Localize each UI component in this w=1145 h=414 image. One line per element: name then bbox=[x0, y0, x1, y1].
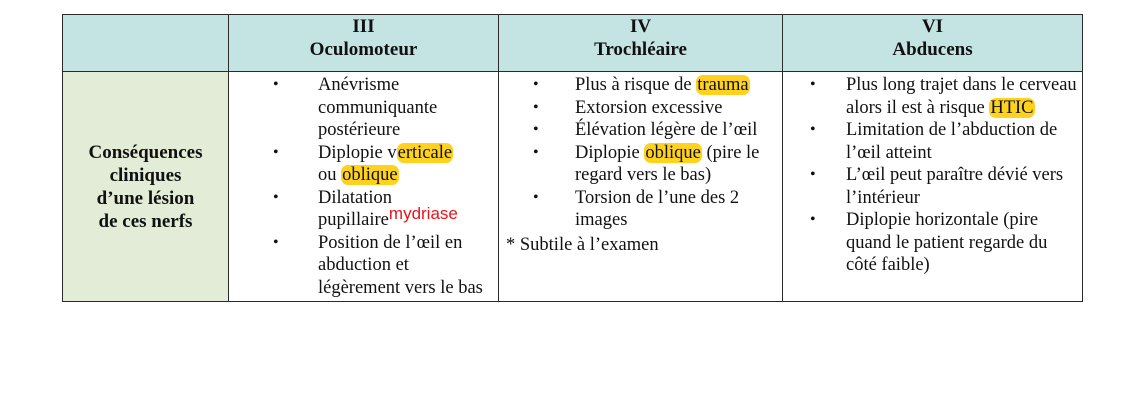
item-text: Position de l’œil en abduction et légèrement vers le bas bbox=[318, 232, 483, 298]
item-text: Anévrisme communiquante postérieure bbox=[318, 75, 438, 140]
oculomoteur-cell bbox=[229, 72, 499, 302]
highlight: oblique bbox=[645, 142, 701, 163]
handwritten-note: mydriase bbox=[388, 204, 458, 223]
item-text: Limitation de l’abduction de l’œil atteint bbox=[846, 120, 1058, 163]
footnote: * Subtile à l’examen bbox=[506, 234, 659, 255]
list-item bbox=[499, 142, 778, 187]
row-label-line: Conséquences bbox=[88, 141, 203, 163]
item-text: Diplopie bbox=[575, 142, 645, 163]
header-vi-name: Abducens bbox=[892, 39, 973, 60]
list-item bbox=[783, 209, 1078, 277]
highlight: trauma bbox=[697, 75, 749, 95]
list-item bbox=[783, 74, 1078, 119]
trochleaire-cell bbox=[499, 72, 783, 302]
item-text: Extorsion excessive bbox=[575, 97, 723, 118]
list-item bbox=[229, 187, 494, 232]
item-text: ou bbox=[318, 165, 342, 185]
list-item bbox=[229, 142, 494, 187]
row-label-line: d’une lésion bbox=[96, 187, 195, 209]
row-label-line: cliniques bbox=[109, 164, 182, 186]
item-text: Diplopie v bbox=[318, 142, 397, 163]
header-corner-cell bbox=[63, 15, 229, 72]
list-item bbox=[499, 97, 778, 120]
consequences-row bbox=[63, 72, 1083, 302]
list-item bbox=[229, 232, 494, 300]
row-label-line: de ces nerfs bbox=[98, 210, 193, 232]
item-text: Élévation légère de l’œil bbox=[575, 120, 758, 140]
list-item bbox=[783, 119, 1078, 164]
header-iii-name: Oculomoteur bbox=[309, 39, 418, 60]
header-vi-number: VI bbox=[921, 16, 944, 37]
item-text: Dilatation pupillaire bbox=[318, 187, 392, 230]
abducens-list bbox=[783, 72, 1082, 279]
highlight: erticale bbox=[397, 142, 453, 163]
list-item bbox=[499, 187, 778, 232]
list-item bbox=[499, 119, 778, 142]
item-text: Plus à risque de bbox=[575, 75, 697, 95]
header-iii-number: III bbox=[352, 16, 375, 37]
item-text: Torsion de l’une des 2 images bbox=[575, 187, 740, 230]
highlight: HTIC bbox=[990, 97, 1034, 118]
header-iv-number: IV bbox=[629, 16, 652, 37]
list-item bbox=[499, 74, 778, 97]
item-text: Diplopie horizontale (pire quand le patient regarde du côté faible) bbox=[846, 210, 1048, 275]
header-row bbox=[63, 15, 1083, 72]
item-text: (pire le regard vers le bas) bbox=[575, 142, 760, 185]
list-item bbox=[229, 74, 494, 142]
trochleaire-list bbox=[499, 72, 782, 234]
row-label-cell bbox=[63, 72, 229, 302]
list-item bbox=[783, 164, 1078, 209]
oculomoteur-list bbox=[229, 72, 498, 301]
item-text: L’œil peut paraître dévié vers l’intérieur bbox=[846, 165, 1064, 208]
header-iv-name: Trochléaire bbox=[594, 39, 687, 60]
header-trochleaire bbox=[499, 15, 783, 72]
header-oculomoteur bbox=[229, 15, 499, 72]
header-abducens bbox=[783, 15, 1083, 72]
abducens-cell bbox=[783, 72, 1083, 302]
cranial-nerve-table bbox=[62, 14, 1083, 302]
highlight: oblique bbox=[342, 165, 398, 185]
item-text: Plus long trajet dans le cerveau alors il est à risque bbox=[846, 75, 1077, 118]
